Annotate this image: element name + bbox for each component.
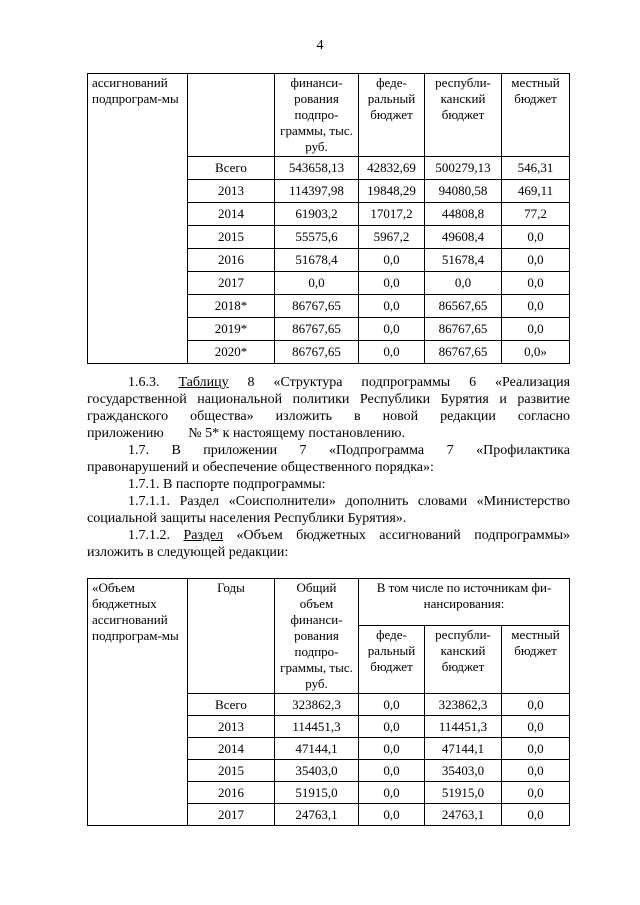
total-cell: 86767,65: [275, 295, 359, 318]
local-cell: 0,0: [502, 804, 570, 826]
text-line: государственной национальной политики Республики Бурятия и развитие: [87, 392, 570, 407]
paragraph-line: [87, 544, 570, 561]
year-cell: 2020*: [188, 341, 275, 364]
total-cell: 0,0: [275, 272, 359, 295]
federal-cell: 5967,2: [359, 226, 425, 249]
republic-cell: 49608,4: [425, 226, 502, 249]
table-header-row: [88, 579, 570, 626]
text-fragment: «Объем бюджетных ассигнований подпрограммы»: [236, 528, 571, 543]
republic-cell: 0,0: [425, 272, 502, 295]
table-header-row: [88, 74, 570, 157]
federal-cell: 17017,2: [359, 203, 425, 226]
local-cell: 546,31: [502, 157, 570, 180]
total-cell: 86767,65: [275, 341, 359, 364]
republic-cell: 44808,8: [425, 203, 502, 226]
year-cell: 2013: [188, 180, 275, 203]
paragraph-1-6-3: [87, 374, 570, 391]
local-cell: 0,0: [502, 716, 570, 738]
republic-cell: 86567,65: [425, 295, 502, 318]
text-fragment: № 5* к настоящему постановлению.: [188, 426, 405, 441]
year-cell: 2013: [188, 716, 275, 738]
total-cell: 114397,98: [275, 180, 359, 203]
header-cell-republic: республи-канский бюджет: [425, 74, 502, 157]
republic-cell: 47144,1: [425, 738, 502, 760]
total-cell: 51678,4: [275, 249, 359, 272]
underlined-word: Таблицу: [178, 375, 229, 390]
paragraph-1-7-1-1: [87, 493, 570, 510]
text-line: социальной защиты населения Республики Бурятия».: [87, 511, 407, 526]
republic-cell: 500279,13: [425, 157, 502, 180]
total-cell: 114451,3: [275, 716, 359, 738]
row-label-cell: «Объем бюджетных ассигнований подпрограм-мы: [88, 579, 188, 826]
local-cell: 0,0: [502, 738, 570, 760]
republic-cell: 114451,3: [425, 716, 502, 738]
text-line: гражданского общества» изложить в новой редакции согласно: [87, 409, 570, 424]
federal-cell: 0,0: [359, 760, 425, 782]
header-cell-total: финанси-рования подпро-граммы, тыс. руб.: [275, 74, 359, 157]
local-cell: 0,0»: [502, 341, 570, 364]
year-cell: Всего: [188, 694, 275, 716]
text-line: 1.7.1.1. Раздел «Соисполнители» дополнить словами «Министерство: [128, 494, 570, 509]
paragraph-line: [87, 425, 570, 442]
local-cell: 0,0: [502, 226, 570, 249]
republic-cell: 24763,1: [425, 804, 502, 826]
year-cell: 2015: [188, 226, 275, 249]
local-cell: 0,0: [502, 249, 570, 272]
local-cell: 0,0: [502, 295, 570, 318]
year-cell: 2018*: [188, 295, 275, 318]
local-cell: 0,0: [502, 318, 570, 341]
total-cell: 24763,1: [275, 804, 359, 826]
clause-number: 1.6.3.: [128, 375, 160, 390]
federal-cell: 0,0: [359, 318, 425, 341]
paragraph-line: [87, 391, 570, 408]
header-cell-total: Общий объем финанси-рования подпро-граммы, тыс. руб.: [275, 579, 359, 694]
underlined-word: Раздел: [183, 528, 224, 543]
header-cell-local: местный бюджет: [502, 625, 570, 693]
republic-cell: 94080,58: [425, 180, 502, 203]
federal-cell: 0,0: [359, 295, 425, 318]
header-cell-sources-group: В том числе по источникам фи-нансирования:: [359, 579, 570, 626]
paragraph-line: [87, 459, 570, 476]
total-cell: 51915,0: [275, 782, 359, 804]
republic-cell: 323862,3: [425, 694, 502, 716]
header-cell-local: местный бюджет: [502, 74, 570, 157]
year-cell: 2017: [188, 804, 275, 826]
federal-cell: 0,0: [359, 694, 425, 716]
text-fragment: приложению: [87, 426, 164, 441]
republic-cell: 51678,4: [425, 249, 502, 272]
federal-cell: 0,0: [359, 738, 425, 760]
budget-table-subprogram-7: [87, 578, 570, 826]
total-cell: 543658,13: [275, 157, 359, 180]
total-cell: 35403,0: [275, 760, 359, 782]
header-cell-federal: феде-ральный бюджет: [359, 74, 425, 157]
year-cell: 2014: [188, 738, 275, 760]
federal-cell: 0,0: [359, 341, 425, 364]
page-number: 4: [316, 38, 324, 53]
federal-cell: 0,0: [359, 804, 425, 826]
year-cell: 2014: [188, 203, 275, 226]
header-cell-years: Годы: [188, 579, 275, 694]
federal-cell: 42832,69: [359, 157, 425, 180]
year-cell: 2019*: [188, 318, 275, 341]
republic-cell: 35403,0: [425, 760, 502, 782]
text-line: изложить в следующей редакции:: [87, 545, 289, 560]
total-cell: 323862,3: [275, 694, 359, 716]
text-fragment: 8 «Структура подпрограммы 6 «Реализация: [247, 375, 571, 390]
paragraph-line: [87, 408, 570, 425]
paragraph-1-7: [87, 442, 570, 459]
total-cell: 47144,1: [275, 738, 359, 760]
year-cell: 2015: [188, 760, 275, 782]
republic-cell: 86767,65: [425, 318, 502, 341]
federal-cell: 19848,29: [359, 180, 425, 203]
year-cell: 2016: [188, 249, 275, 272]
text-line: 1.7.1. В паспорте подпрограммы:: [128, 477, 326, 492]
federal-cell: 0,0: [359, 249, 425, 272]
republic-cell: 86767,65: [425, 341, 502, 364]
total-cell: 61903,2: [275, 203, 359, 226]
header-cell-republic: республи-канский бюджет: [425, 625, 502, 693]
header-cell-years: [188, 74, 275, 157]
header-cell-federal: феде-ральный бюджет: [359, 625, 425, 693]
paragraph-1-7-1: [87, 476, 570, 493]
local-cell: 77,2: [502, 203, 570, 226]
year-cell: 2017: [188, 272, 275, 295]
year-cell: 2016: [188, 782, 275, 804]
text-line: 1.7. В приложении 7 «Подпрограмма 7 «Профилактика: [128, 443, 570, 458]
local-cell: 469,11: [502, 180, 570, 203]
local-cell: 0,0: [502, 694, 570, 716]
local-cell: 0,0: [502, 760, 570, 782]
budget-table-subprogram-6: [87, 73, 570, 364]
total-cell: 55575,6: [275, 226, 359, 249]
federal-cell: 0,0: [359, 716, 425, 738]
row-label-cell: ассигнований подпрограм-мы: [88, 74, 188, 364]
total-cell: 86767,65: [275, 318, 359, 341]
year-cell: Всего: [188, 157, 275, 180]
paragraph-line: [87, 510, 570, 527]
federal-cell: 0,0: [359, 782, 425, 804]
federal-cell: 0,0: [359, 272, 425, 295]
paragraph-1-7-1-2: [87, 527, 570, 544]
clause-number: 1.7.1.2.: [128, 528, 170, 543]
local-cell: 0,0: [502, 782, 570, 804]
text-line: правонарушений и обеспечение общественного порядка»:: [87, 460, 434, 475]
local-cell: 0,0: [502, 272, 570, 295]
republic-cell: 51915,0: [425, 782, 502, 804]
